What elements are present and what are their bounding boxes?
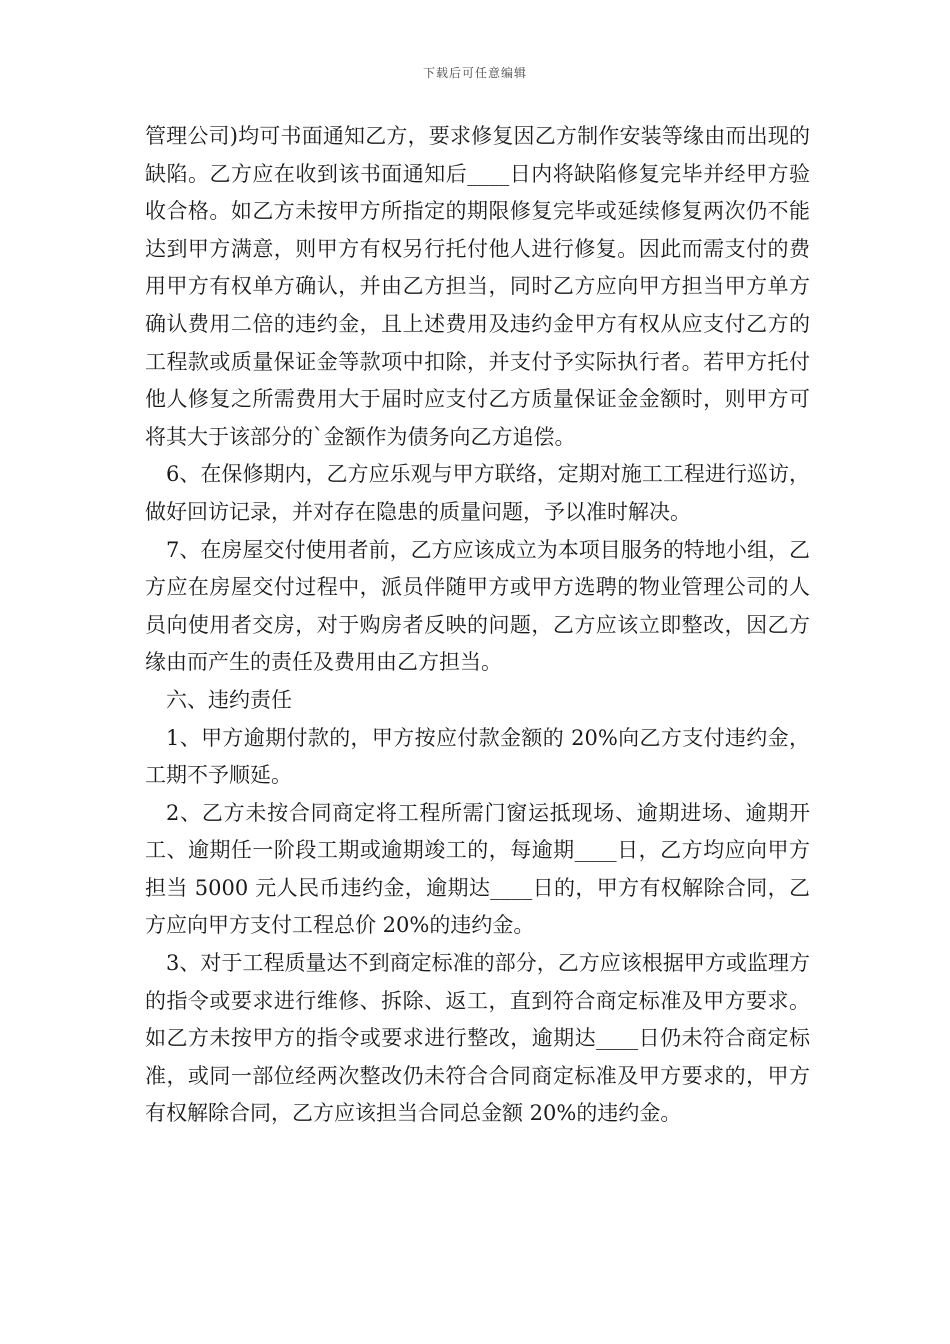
paragraph-5: 2、乙方未按合同商定将工程所需门窗运抵现场、逾期进场、逾期开工、逾期任一阶段工期或逾期竣工的，每逾期____日，乙方均应向甲方担当 5000 元人民币违约金，逾期达____日的，甲方有权解除合同，乙方应向甲方支付工程总价 20%的违约金。 bbox=[145, 800, 810, 938]
document-body bbox=[145, 118, 810, 1133]
section-heading: 六、违约责任 bbox=[166, 687, 292, 712]
paragraph-2: 6、在保修期内，乙方应乐观与甲方联络，定期对施工工程进行巡访，做好回访记录，并对存在隐患的质量问题，予以准时解决。 bbox=[145, 462, 810, 524]
paragraph-3: 7、在房屋交付使用者前，乙方应该成立为本项目服务的特地小组，乙方应在房屋交付过程中，派员伴随甲方或甲方选聘的物业管理公司的人员向使用者交房，对于购房者反映的问题，乙方应该立即整改，因乙方缘由而产生的责任及费用由乙方担当。 bbox=[145, 537, 810, 675]
page-header: 下载后可任意编辑 bbox=[422, 66, 527, 80]
paragraph-4: 1、甲方逾期付款的，甲方按应付款金额的 20%向乙方支付违约金，工期不予顺延。 bbox=[145, 725, 810, 788]
paragraph-6: 3、对于工程质量达不到商定标准的部分，乙方应该根据甲方或监理方的指令或要求进行维修、拆除、返工，直到符合商定标准及甲方要求。如乙方未按甲方的指令或要求进行整改，逾期达____日仍未符合商定标准，或同一部位经两次整改仍未符合合同商定标准及甲方要求的，甲方有权解除合同，乙方应该担当合同总金额 20%的违约金。 bbox=[145, 951, 810, 1126]
paragraph-1: 管理公司)均可书面通知乙方，要求修复因乙方制作安装等缘由而出现的缺陷。乙方应在收到该书面通知后____日内将缺陷修复完毕并经甲方验收合格。如乙方未按甲方所指定的期限修复完毕或延续修复两次仍不能达到甲方满意，则甲方有权另行托付他人进行修复。因此而需支付的费用甲方有权单方确认，并由乙方担当，同时乙方应向甲方担当甲方单方确认费用二倍的违约金，且上述费用及违约金甲方有权从应支付乙方的工程款或质量保证金等款项中扣除，并支付予实际执行者。若甲方托付他人修复之所需费用大于届时应支付乙方质量保证金金额时，则甲方可将其大于该部分的`金额作为债务向乙方追偿。 bbox=[145, 124, 810, 449]
